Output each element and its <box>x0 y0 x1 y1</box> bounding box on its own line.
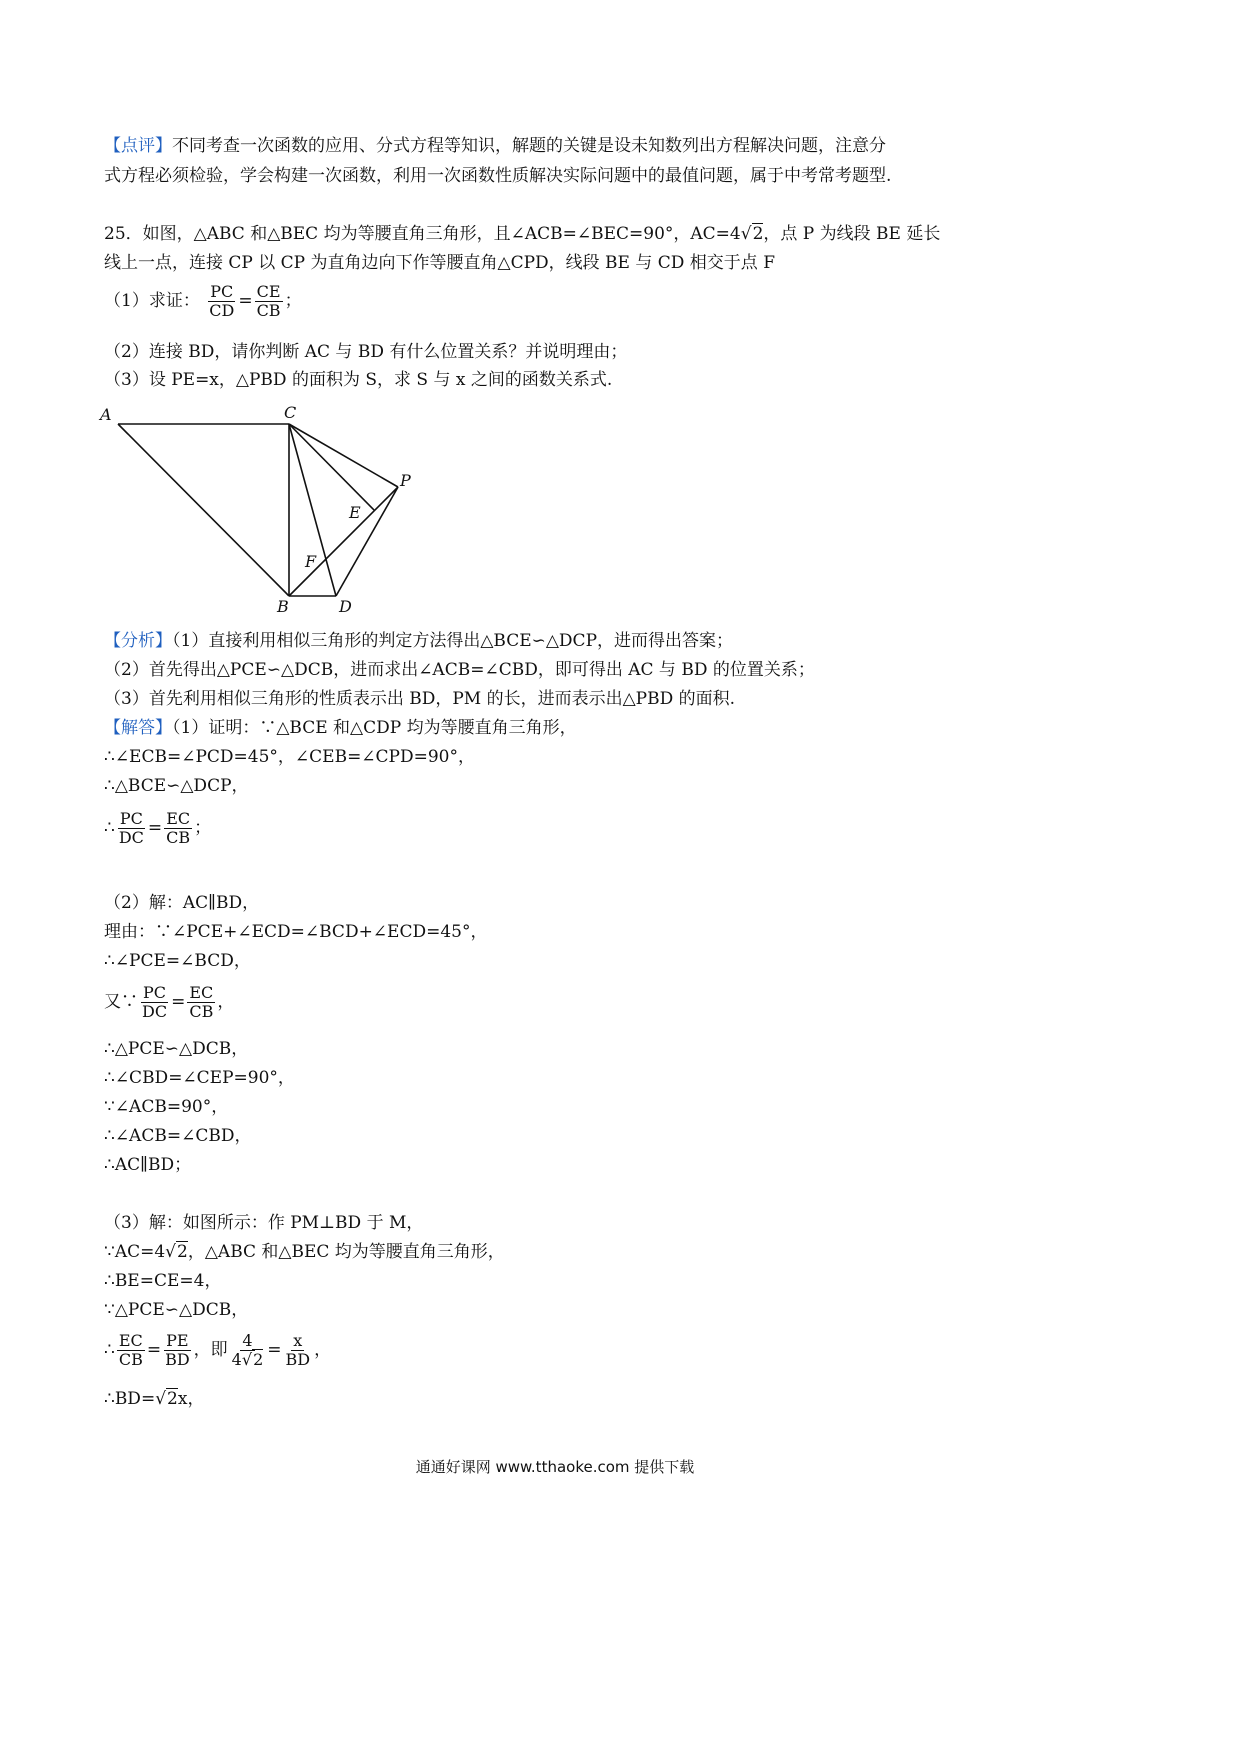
answer-p2-line-5: ∴△PCE∽△DCB， <box>104 1039 249 1059</box>
analysis-line-2: （2）首先得出△PCE∽△DCB，进而求出∠ACB=∠CBD，即可得出 AC 与 BD 的位置关系； <box>104 660 815 680</box>
segment-cp <box>289 424 398 487</box>
answer-p2-line-6: ∴∠CBD=∠CEP=90°， <box>104 1068 295 1088</box>
answer-p3-line-1: （3）解：如图所示：作 PM⊥BD 于 M， <box>104 1213 424 1233</box>
segment-bp <box>289 487 398 596</box>
problem-q2: （2）连接 BD，请你判断 AC 与 BD 有什么位置关系？并说明理由； <box>104 342 628 362</box>
fraction-pe-bd: $\frac{PE}{BD}$ <box>165 1331 190 1369</box>
answer-p1-line-4: ∴ $\frac{PC}{DC}$ = $\frac{EC}{CB}$ ； <box>104 809 212 847</box>
analysis-line-3: （3）首先利用相似三角形的性质表示出 BD，PM 的长，进而表示出△PBD 的面积. <box>104 689 736 709</box>
answer-p2-line-2: 理由：∵∠PCE+∠ECD=∠BCD+∠ECD=45°， <box>104 922 488 942</box>
answer-p1-line-3: ∴△BCE∽△DCP， <box>104 776 249 796</box>
answer-tag: 【解答】 <box>104 718 172 738</box>
answer-p3-line-3: ∴BE=CE=4， <box>104 1271 222 1291</box>
review-line-1: 【点评】不同考查一次函数的应用、分式方程等知识，解题的关键是设未知数列出方程解决问题，注意分 <box>104 136 886 156</box>
answer-p2-line-1: （2）解：AC∥BD， <box>104 893 260 913</box>
problem-line-1: 25．如图，△ABC 和△BEC 均为等腰直角三角形，且∠ACB=∠BEC=90°，AC=4√2，点 P 为线段 BE 延长 <box>104 221 940 247</box>
fraction-x-bd: $\frac{x}{BD}$ <box>285 1331 311 1369</box>
answer-p2-line-7: ∵∠ACB=90°， <box>104 1097 229 1117</box>
review-tag: 【点评】 <box>104 136 172 156</box>
fraction-ec-cb-2: $\frac{EC}{CB}$ <box>189 983 214 1021</box>
answer-p2-line-9: ∴AC∥BD； <box>104 1155 192 1175</box>
fraction-pc-dc-2: $\frac{PC}{DC}$ <box>142 983 168 1021</box>
answer-p2-line-3: ∴∠PCE=∠BCD， <box>104 951 251 971</box>
answer-p1-line-1: 【解答】（1）证明：∵△BCE 和△CDP 均为等腰直角三角形， <box>104 718 577 738</box>
fraction-ec-cb-3: $\frac{EC}{CB}$ <box>118 1331 143 1369</box>
analysis-tag: 【分析】 <box>104 631 172 651</box>
problem-q1: （1）求证： $\frac{PC}{CD}$ = $\frac{CE}{CB}$ ； <box>104 282 302 320</box>
fraction-ce-cb: $\frac{CE}{CB}$ <box>256 282 281 320</box>
label-d: D <box>339 597 352 616</box>
answer-p2-line-8: ∴∠ACB=∠CBD， <box>104 1126 252 1146</box>
sqrt-2-b: √2 <box>165 1242 188 1262</box>
footer-source: 通通好课网 www.tthaoke.com 提供下载 <box>415 1458 695 1476</box>
label-f: F <box>305 552 317 571</box>
answer-p3-line-5: ∴ $\frac{EC}{CB}$ = $\frac{PE}{BD}$ ，即 $\frac{4}{4√2}$ = $\frac{x}{BD}$ ， <box>104 1331 332 1369</box>
fraction-4-4sqrt2: $\frac{4}{4√2}$ <box>231 1331 264 1369</box>
sqrt-2: √2 <box>740 224 764 244</box>
label-c: C <box>284 403 297 422</box>
label-p: P <box>400 471 411 490</box>
review-line-2: 式方程必须检验，学会构建一次函数，利用一次函数性质解决实际问题中的最值问题，属于中考常考题型. <box>104 166 892 186</box>
segment-ce <box>289 424 374 510</box>
fraction-pc-cd: $\frac{PC}{CD}$ <box>209 282 235 320</box>
label-e: E <box>349 503 361 522</box>
sqrt-2-c: √2 <box>155 1389 178 1409</box>
problem-q3: （3）设 PE=x，△PBD 的面积为 S，求 S 与 x 之间的函数关系式. <box>104 370 613 390</box>
answer-p3-line-6: ∴BD=√2x， <box>104 1386 204 1412</box>
fraction-ec-cb: $\frac{EC}{CB}$ <box>166 809 191 847</box>
answer-p3-line-2: ∵AC=4√2，△ABC 和△BEC 均为等腰直角三角形， <box>104 1239 505 1265</box>
problem-line-2: 线上一点，连接 CP 以 CP 为直角边向下作等腰直角△CPD，线段 BE 与 CD 相交于点 F <box>104 253 776 273</box>
answer-p1-line-2: ∴∠ECB=∠PCD=45°，∠CEB=∠CPD=90°， <box>104 747 476 767</box>
answer-p2-line-4: 又∵ $\frac{PC}{DC}$ = $\frac{EC}{CB}$ ， <box>104 983 235 1021</box>
label-a: A <box>100 405 112 424</box>
label-b: B <box>277 597 289 616</box>
segment-ab <box>118 424 289 596</box>
answer-p3-line-4: ∵△PCE∽△DCB， <box>104 1300 249 1320</box>
analysis-line-1: 【分析】（1）直接利用相似三角形的判定方法得出△BCE∽△DCP，进而得出答案； <box>104 631 734 651</box>
fraction-pc-dc: $\frac{PC}{DC}$ <box>118 809 144 847</box>
